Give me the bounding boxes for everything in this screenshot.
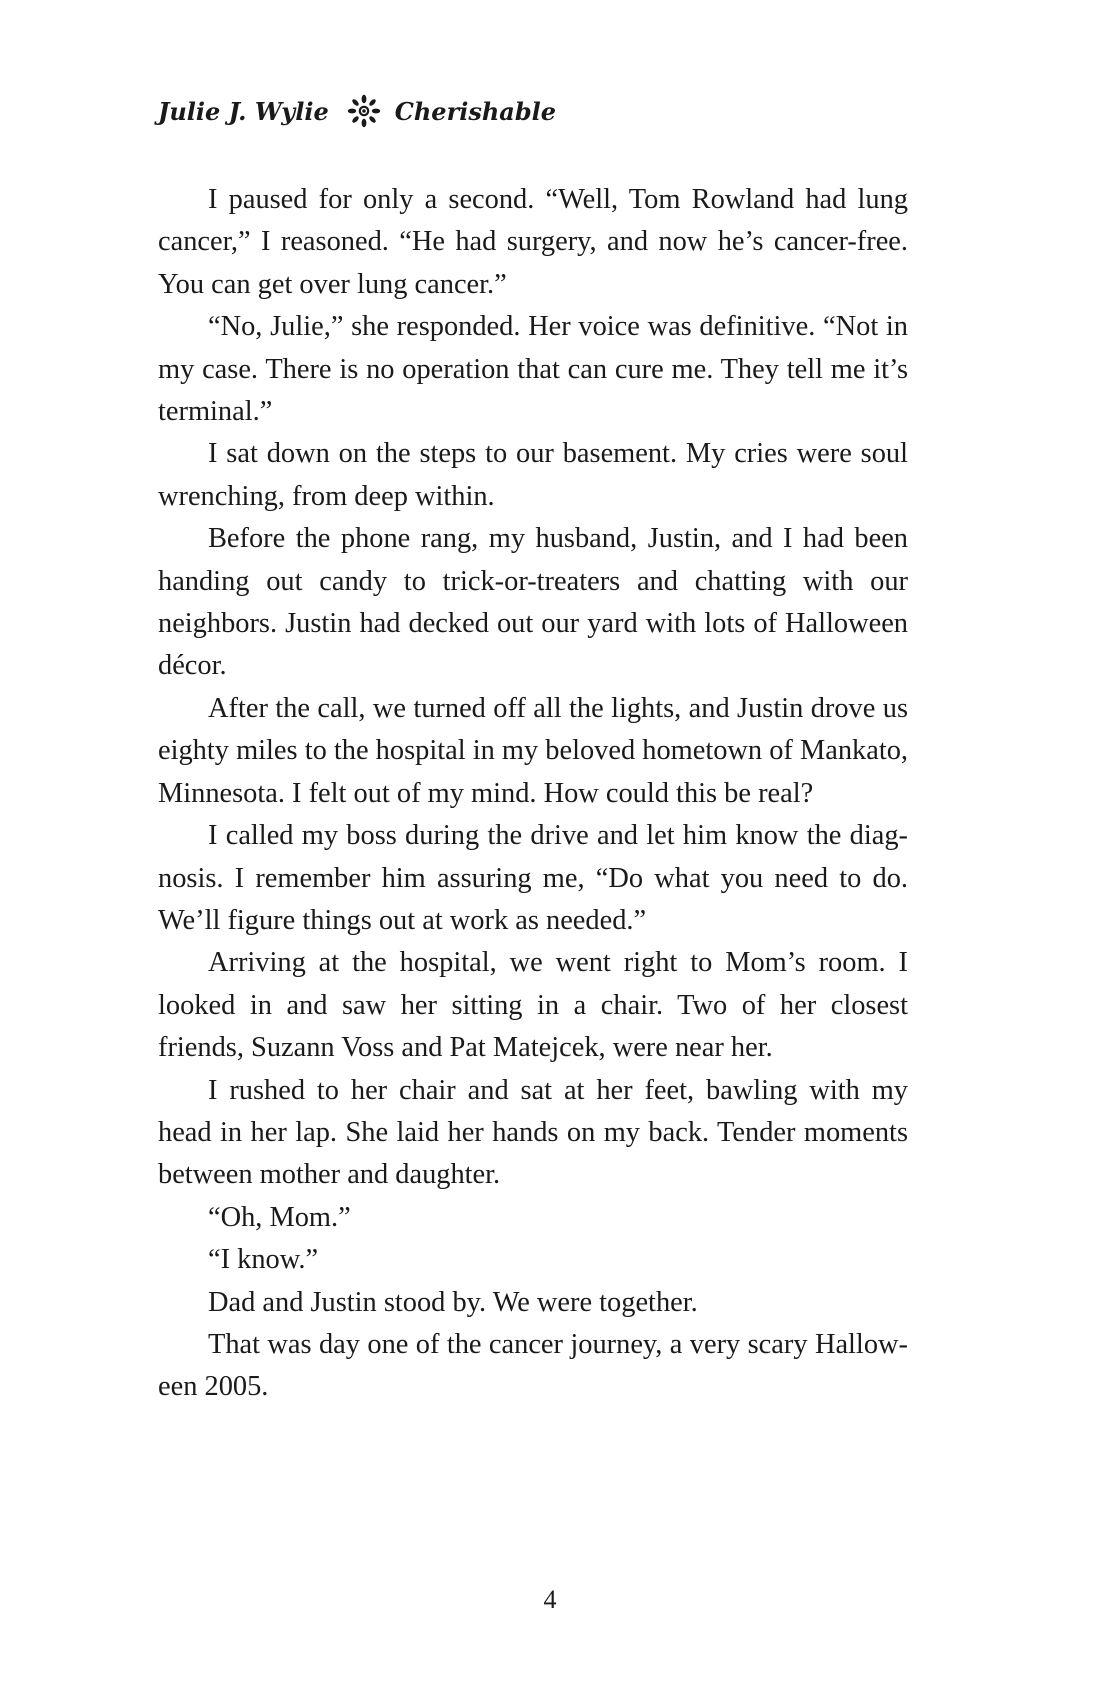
paragraph: I sat down on the steps to our basement. My cries were soul wrenching, from deep within. (158, 438, 908, 512)
paragraph: After the call, we turned off all the lights, and Justin drove us eighty miles to the hospital in my beloved hometown of Mankato, Minnesota. I felt out of my mind. How could this be real? (158, 692, 908, 809)
paragraph: That was day one of the cancer journey, a very scary Halloween 2005. (158, 1328, 908, 1403)
author-name: Julie J. Wylie (158, 96, 329, 126)
paragraph: I paused for only a second. “Well, Tom Rowland had lung cancer,” I reasoned. “He had surgery, and now he’s cancer-free. You can get over lung cancer.” (158, 184, 908, 300)
paragraph: “I know.” (208, 1244, 319, 1276)
flower-ornament-icon (347, 94, 381, 128)
paragraph: Before the phone rang, my husband, Justin, and I had been handing out candy to trick-or-treaters and chatting with our neighbors. Justin had decked out our yard with lots of Halloween décor. (158, 523, 908, 682)
paragraph: “Oh, Mom.” (208, 1201, 351, 1233)
running-head (158, 94, 556, 128)
book-title: Cherishable (394, 96, 557, 126)
paragraph: Arriving at the hospital, we went right to Mom’s room. I looked in and saw her sitting in a chair. Two of her closest friends, Suzann Voss and Pat Matejcek, were near her. (158, 947, 908, 1064)
body-text (158, 179, 908, 1409)
paragraph: I rushed to her chair and sat at her feet, bawling with my head in her lap. She laid her hands on my back. Tender moments between mother and daughter. (158, 1074, 908, 1191)
paragraph: I called my boss during the drive and let him know the diagnosis. I remember him assuring me, “Do what you need to do. We’ll figure things out at work as needed.” (158, 820, 908, 936)
paragraph: Dad and Justin stood by. We were together. (208, 1286, 698, 1318)
page-number: 4 (543, 1585, 557, 1614)
paragraph: “No, Julie,” she responded. Her voice was definitive. “Not in my case. There is no operation that can cure me. They tell me it’s terminal.” (158, 311, 908, 428)
